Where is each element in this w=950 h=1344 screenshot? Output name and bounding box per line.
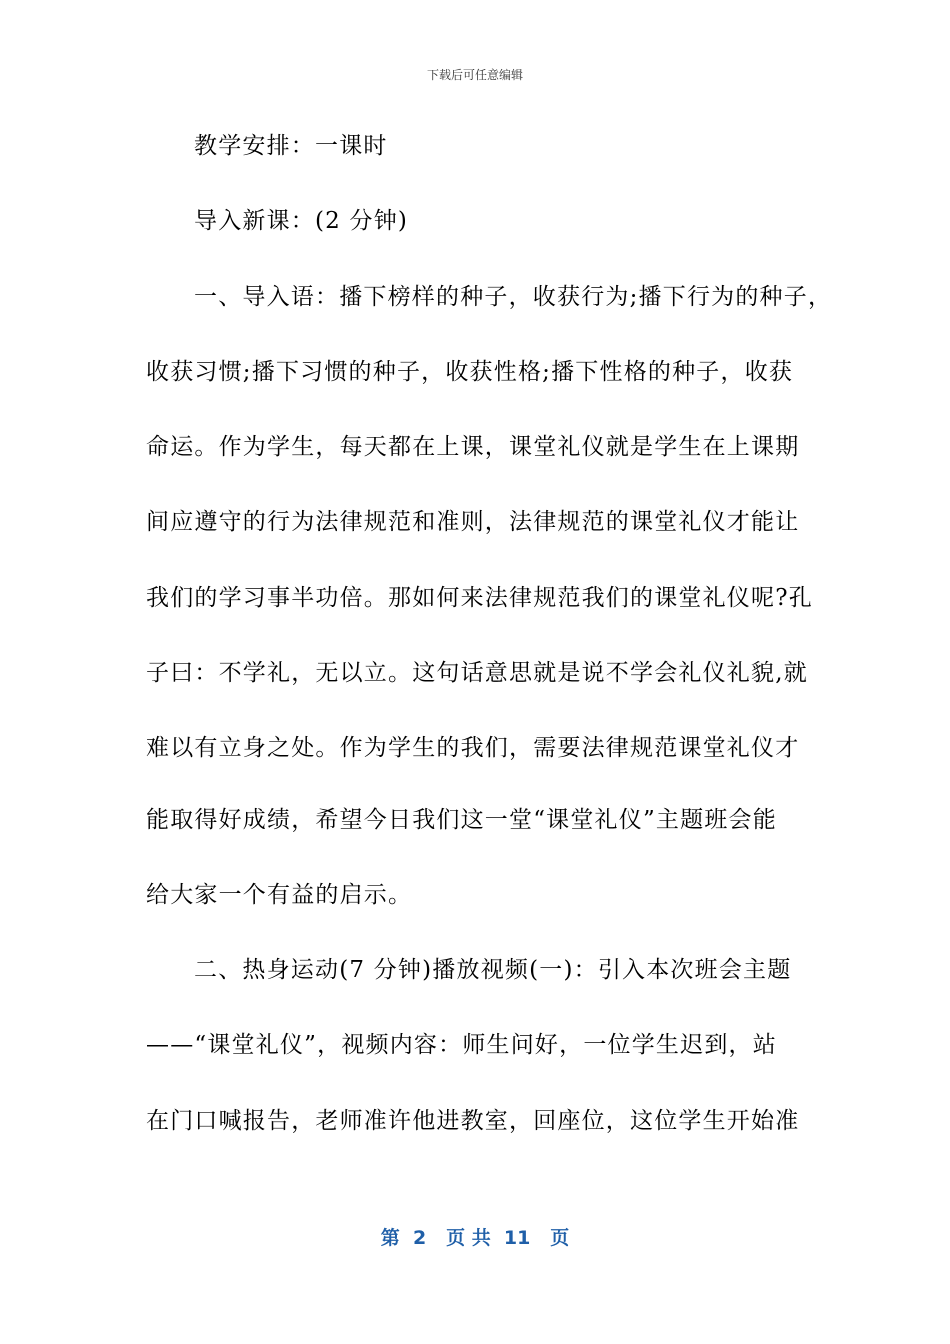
text-line: 二、热身运动(7 分钟)播放视频(一)：引入本次班会主题: [194, 957, 792, 983]
text-line: 导入新课：(2 分钟): [194, 208, 409, 234]
text-line: 难以有立身之处。作为学生的我们，需要法律规范课堂礼仪才: [146, 735, 800, 761]
text-line: 能取得好成绩，希望今日我们这一堂“课堂礼仪”主题班会能: [146, 807, 777, 833]
text-line: ——“课堂礼仪”，视频内容：师生问好，一位学生迟到，站: [146, 1032, 777, 1058]
text-line: 在门口喊报告，老师准许他进教室，回座位，这位学生开始准: [146, 1108, 800, 1134]
text-line: 我们的学习事半功倍。那如何来法律规范我们的课堂礼仪呢?孔: [146, 585, 813, 611]
text-line: 教学安排：一课时: [194, 133, 388, 159]
header-note: 下载后可任意编辑: [426, 68, 523, 82]
text-line: 一、导入语：播下榜样的种子，收获行为;播下行为的种子，: [194, 284, 833, 310]
text-line: 收获习惯;播下习惯的种子，收获性格;播下性格的种子，收获: [146, 359, 794, 385]
text-line: 给大家一个有益的启示。: [146, 882, 413, 908]
text-line: 子曰：不学礼，无以立。这句话意思就是说不学会礼仪礼貌,就: [146, 660, 808, 686]
page-number: 第 2 页 共 11 页: [380, 1227, 570, 1249]
text-line: 间应遵守的行为法律规范和准则，法律规范的课堂礼仪才能让: [146, 509, 800, 535]
text-line: 命运。作为学生，每天都在上课，课堂礼仪就是学生在上课期: [146, 434, 800, 460]
